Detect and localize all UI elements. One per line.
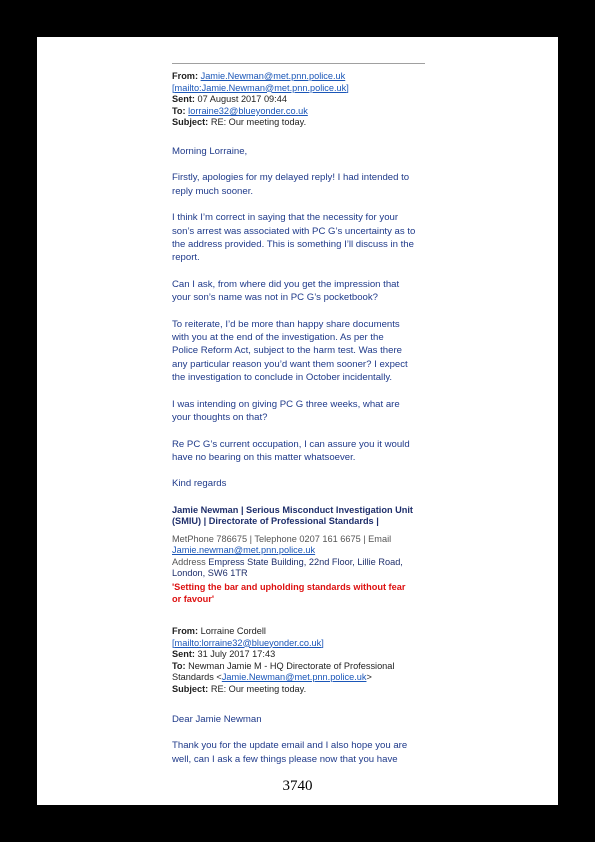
- signature-block: [172, 505, 432, 605]
- signature-phone: MetPhone 786675 | Telephone 0207 161 6675 | Email: [172, 533, 392, 544]
- email2-to-link[interactable]: Jamie.Newman@met.pnn.police.uk: [221, 672, 367, 683]
- email2-mailto-line[interactable]: [mailto:lorraine32@blueyonder.co.uk]: [172, 637, 324, 648]
- signature-email-line: [172, 545, 432, 556]
- signature-motto: 'Setting the bar and upholding standards without fear or favour': [172, 582, 406, 604]
- email1-sent-line: Sent: 07 August 2017 09:44: [172, 94, 287, 105]
- email1-to-link[interactable]: lorraine32@blueyonder.co.uk: [188, 105, 308, 116]
- email1-paragraph: To reiterate, I’d be more than happy share documents with you at the end of the investigation. As per the Police Reform Act, subject to the harm test. Was there any particular reason you’d want them sooner? I expect the investigation to conclude in October incidentally.: [172, 318, 408, 384]
- email2-subject-line: Subject: RE: Our meeting today.: [172, 683, 307, 694]
- email1-paragraph: Can I ask, from where did you get the impression that your son’s name was not in PC G’s pocketbook?: [172, 278, 400, 304]
- email2-greeting: Dear Jamie Newman: [172, 714, 262, 725]
- email1-greeting: Morning Lorraine,: [172, 146, 248, 157]
- email2-paragraph: Thank you for the update email and I also hope you are well, can I ask a few things please now that you have: [172, 740, 408, 765]
- email2-header: [172, 626, 432, 696]
- email1-to-line: To: lorraine32@blueyonder.co.uk: [172, 105, 308, 116]
- email1-paragraph: I was intending on giving PC G three weeks, what are your thoughts on that?: [172, 398, 400, 424]
- email1-header: [172, 71, 432, 129]
- email1-subject-line: Subject: RE: Our meeting today.: [172, 117, 307, 128]
- email2-from-line: From: Lorraine Cordell: [172, 626, 266, 636]
- email1-paragraph: Firstly, apologies for my delayed reply! I had intended to reply much sooner.: [172, 172, 410, 197]
- signature-address: Address Empress State Building, 22nd Floor, Lillie Road, London, SW6 1TR: [172, 556, 403, 579]
- email1-paragraph: Re PC G’s current occupation, I can assure you it would have no bearing on this matter whatsoever.: [172, 438, 410, 463]
- email1-closing: Kind regards: [172, 478, 227, 490]
- email1-from-line: From: Jamie.Newman@met.pnn.police.uk: [172, 71, 346, 81]
- email1-body: [172, 145, 432, 491]
- email2-body: [172, 713, 432, 766]
- email2-sent-line: Sent: 31 July 2017 17:43: [172, 649, 276, 660]
- email1-paragraph: I think I’m correct in saying that the necessity for your son’s arrest was associated with PC G’s uncertainty as to the address provided. This is something I’ll discuss in the report.: [172, 212, 416, 264]
- signature-name: Jamie Newman | Serious Misconduct Investigation Unit (SMIU) | Directorate of Professional Standards |: [172, 505, 413, 527]
- email1-from-link[interactable]: Jamie.Newman@met.pnn.police.uk: [200, 71, 346, 81]
- header-divider: [172, 63, 425, 64]
- email1-mailto-line[interactable]: [mailto:Jamie.Newman@met.pnn.police.uk]: [172, 82, 349, 93]
- signature-email-link[interactable]: Jamie.newman@met.pnn.police.uk: [172, 545, 316, 556]
- document-page: [37, 37, 558, 805]
- email2-to-line: To: Newman Jamie M - HQ Directorate of Professional Standards <Jamie.Newman@met.pnn.police.uk>: [172, 660, 395, 683]
- page-number: 3740: [282, 778, 313, 794]
